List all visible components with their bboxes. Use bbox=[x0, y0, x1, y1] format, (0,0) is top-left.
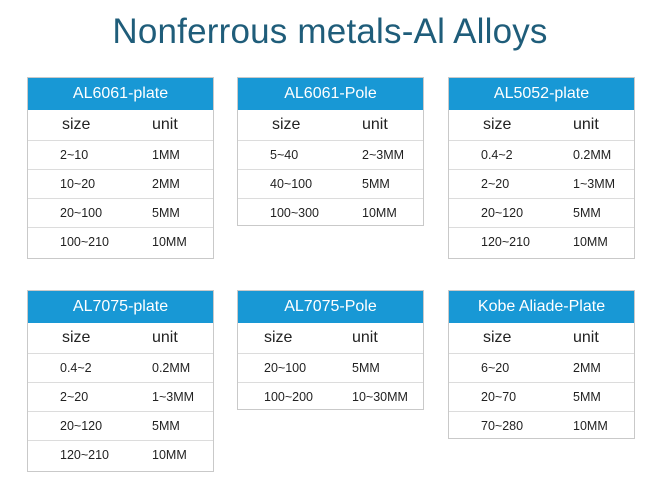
table-al6061-plate bbox=[27, 77, 214, 259]
unit-cell: 5MM bbox=[352, 361, 380, 375]
column-header-row bbox=[449, 110, 634, 140]
table-row bbox=[238, 382, 423, 411]
column-header-row bbox=[238, 323, 423, 353]
table-row bbox=[449, 169, 634, 198]
table-header: AL5052-plate bbox=[449, 78, 634, 110]
column-header-unit: unit bbox=[362, 116, 388, 133]
column-header-row bbox=[238, 110, 423, 140]
table-al6061-pole bbox=[237, 77, 424, 226]
size-cell: 20~100 bbox=[264, 361, 307, 375]
size-cell: 6~20 bbox=[481, 361, 510, 375]
unit-cell: 5MM bbox=[573, 390, 601, 404]
column-header-size: size bbox=[62, 329, 91, 346]
table-header: AL6061-Pole bbox=[238, 78, 423, 110]
table-row bbox=[238, 140, 423, 169]
size-cell: 100~200 bbox=[264, 390, 314, 404]
column-header-unit: unit bbox=[573, 116, 599, 133]
unit-cell: 1MM bbox=[152, 148, 180, 162]
size-cell: 0.4~2 bbox=[60, 361, 92, 375]
size-cell: 10~20 bbox=[60, 177, 96, 191]
column-header-size: size bbox=[483, 116, 512, 133]
size-cell: 40~100 bbox=[270, 177, 313, 191]
table-row bbox=[28, 440, 213, 469]
table-al7075-pole bbox=[237, 290, 424, 410]
unit-cell: 5MM bbox=[573, 206, 601, 220]
column-header-unit: unit bbox=[152, 329, 178, 346]
column-header-unit: unit bbox=[573, 329, 599, 346]
page-title: Nonferrous metals-Al Alloys bbox=[112, 12, 548, 51]
table-kobe-aliade-plate bbox=[448, 290, 635, 439]
size-cell: 120~210 bbox=[481, 235, 531, 249]
column-header-size: size bbox=[264, 329, 293, 346]
table-row bbox=[449, 411, 634, 440]
size-cell: 20~100 bbox=[60, 206, 103, 220]
table-row bbox=[28, 353, 213, 382]
table-row bbox=[449, 353, 634, 382]
unit-cell: 5MM bbox=[152, 419, 180, 433]
table-row bbox=[449, 227, 634, 256]
unit-cell: 10~30MM bbox=[352, 390, 408, 404]
size-cell: 2~20 bbox=[481, 177, 510, 191]
column-header-row bbox=[449, 323, 634, 353]
table-row bbox=[28, 227, 213, 256]
column-header-row bbox=[28, 323, 213, 353]
unit-cell: 5MM bbox=[362, 177, 390, 191]
unit-cell: 5MM bbox=[152, 206, 180, 220]
size-cell: 2~20 bbox=[60, 390, 89, 404]
table-al5052-plate bbox=[448, 77, 635, 259]
column-header-unit: unit bbox=[152, 116, 178, 133]
table-row bbox=[28, 382, 213, 411]
size-cell: 100~210 bbox=[60, 235, 110, 249]
table-row bbox=[238, 169, 423, 198]
table-row bbox=[449, 198, 634, 227]
table-row bbox=[238, 198, 423, 227]
table-header: AL7075-Pole bbox=[238, 291, 423, 323]
unit-cell: 0.2MM bbox=[573, 148, 612, 162]
size-cell: 70~280 bbox=[481, 419, 524, 433]
size-cell: 0.4~2 bbox=[481, 148, 513, 162]
unit-cell: 2~3MM bbox=[362, 148, 405, 162]
table-header: AL6061-plate bbox=[28, 78, 213, 110]
unit-cell: 10MM bbox=[152, 235, 187, 249]
table-row bbox=[28, 198, 213, 227]
unit-cell: 0.2MM bbox=[152, 361, 191, 375]
size-cell: 20~120 bbox=[481, 206, 524, 220]
unit-cell: 10MM bbox=[573, 235, 608, 249]
unit-cell: 10MM bbox=[362, 206, 397, 220]
table-row bbox=[28, 411, 213, 440]
size-cell: 120~210 bbox=[60, 448, 110, 462]
table-header: Kobe Aliade-Plate bbox=[449, 291, 634, 323]
size-cell: 2~10 bbox=[60, 148, 89, 162]
table-al7075-plate bbox=[27, 290, 214, 472]
column-header-size: size bbox=[62, 116, 91, 133]
unit-cell: 1~3MM bbox=[152, 390, 195, 404]
table-row bbox=[238, 353, 423, 382]
table-row bbox=[28, 140, 213, 169]
column-header-row bbox=[28, 110, 213, 140]
unit-cell: 2MM bbox=[573, 361, 601, 375]
size-cell: 20~120 bbox=[60, 419, 103, 433]
table-header: AL7075-plate bbox=[28, 291, 213, 323]
size-cell: 5~40 bbox=[270, 148, 299, 162]
unit-cell: 1~3MM bbox=[573, 177, 616, 191]
table-row bbox=[449, 140, 634, 169]
unit-cell: 10MM bbox=[573, 419, 608, 433]
column-header-unit: unit bbox=[352, 329, 378, 346]
size-cell: 100~300 bbox=[270, 206, 320, 220]
size-cell: 20~70 bbox=[481, 390, 517, 404]
table-row bbox=[449, 382, 634, 411]
column-header-size: size bbox=[483, 329, 512, 346]
unit-cell: 2MM bbox=[152, 177, 180, 191]
table-row bbox=[28, 169, 213, 198]
column-header-size: size bbox=[272, 116, 301, 133]
unit-cell: 10MM bbox=[152, 448, 187, 462]
